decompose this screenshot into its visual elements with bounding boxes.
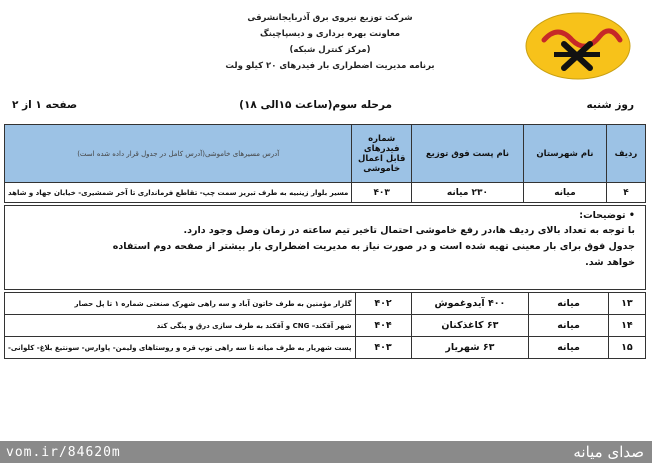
header-substation: نام پست فوق توزیع	[411, 125, 523, 183]
watermark-footer	[0, 441, 652, 463]
source-url[interactable]: vom.ir/84620m	[6, 445, 121, 460]
table-row	[5, 337, 646, 359]
cell-substation: ۶۳ شهریار	[411, 337, 529, 359]
cell-row-number: ۱۳	[608, 293, 645, 315]
header-line: شرکت توزیع نیروی برق آذربایجانشرقی	[247, 13, 413, 23]
cell-feeder: ۴۰۳	[352, 183, 412, 203]
header-line: برنامه مدیریت اضطراری بار فیدرهای ۲۰ کیلو ولت	[225, 61, 435, 71]
header-address: آدرس مسیرهای خاموشی(آدرس کامل در جدول قرار داده شده است)	[5, 125, 352, 183]
table-row	[5, 183, 646, 203]
cell-address: پست شهریار به طرف میانه تا سه راهی توپ قره و روستاهای ولیمن- پاوارس- سونتیغ بلاغ- کلوانی-	[5, 337, 356, 359]
cell-substation: ۲۳۰ میانه	[411, 183, 523, 203]
page-indicator: صفحه ۱ از ۲	[12, 99, 78, 111]
notes-title: • توضیحات:	[579, 210, 635, 221]
notes-line: با توجه به تعداد بالای ردیف ها،در رفع خاموشی احتمال تاخیر تیم ساعته در زمان وصل وجود دارد.	[183, 225, 635, 236]
stage-label: مرحله سوم(ساعت ۱۵الی ۱۸)	[239, 99, 392, 111]
brand-watermark: صدای میانه	[573, 443, 644, 461]
header-row-number: ردیف	[606, 125, 645, 183]
cell-city: میانه	[529, 293, 608, 315]
cell-address: شهر آقکند– CNG و آقکند به طرف سازی درق و پنگی کند	[5, 315, 356, 337]
cell-row-number: ۱۵	[608, 337, 645, 359]
header-line: (مرکز کنترل شبکه)	[289, 45, 371, 55]
header-title-block	[160, 10, 500, 74]
cell-row-number: ۱۴	[608, 315, 645, 337]
table-row	[5, 315, 646, 337]
schedule-table	[4, 124, 646, 203]
cell-substation: ۴۰۰ آیدوغموش	[411, 293, 529, 315]
notes-line: خواهد شد.	[585, 257, 635, 268]
cell-feeder: ۴۰۳	[355, 337, 411, 359]
day-label: روز شنبه	[586, 99, 634, 111]
notes-box	[4, 205, 646, 290]
cell-feeder: ۴۰۲	[355, 293, 411, 315]
cell-row-number: ۴	[606, 183, 645, 203]
subheader-bar	[0, 96, 652, 118]
cell-feeder: ۴۰۴	[355, 315, 411, 337]
cell-address: مسیر بلوار زینبیه به طرف تبریز سمت چپ- تقاطع فرمانداری تا آخر شمشیری- خیابان جهاد و شاهد	[5, 183, 352, 203]
document-header	[0, 0, 652, 100]
table-row	[5, 293, 646, 315]
cell-city: میانه	[523, 183, 606, 203]
electric-company-logo-icon	[524, 10, 636, 82]
header-line: معاونت بهره برداری و دیسپاچینگ	[259, 29, 401, 39]
cell-substation: ۶۳ کاغذکنان	[411, 315, 529, 337]
cell-city: میانه	[529, 315, 608, 337]
cell-address: گلزار مؤمنین به طرف خاتون آباد و سه راهی شهرک صنعتی شماره ۱ تا پل حصار	[5, 293, 356, 315]
schedule-table-continued	[4, 292, 646, 359]
cell-city: میانه	[529, 337, 608, 359]
header-city: نام شهرستان	[523, 125, 606, 183]
header-feeder: شماره فیدرهای قابل اعمال خاموشی	[352, 125, 412, 183]
table-header-row	[5, 125, 646, 183]
notes-line: جدول فوق برای بار معینی تهیه شده است و در صورت نیاز به مدیریت اضطراری بار بیشتر از صفحه دوم استفاده	[112, 241, 635, 252]
